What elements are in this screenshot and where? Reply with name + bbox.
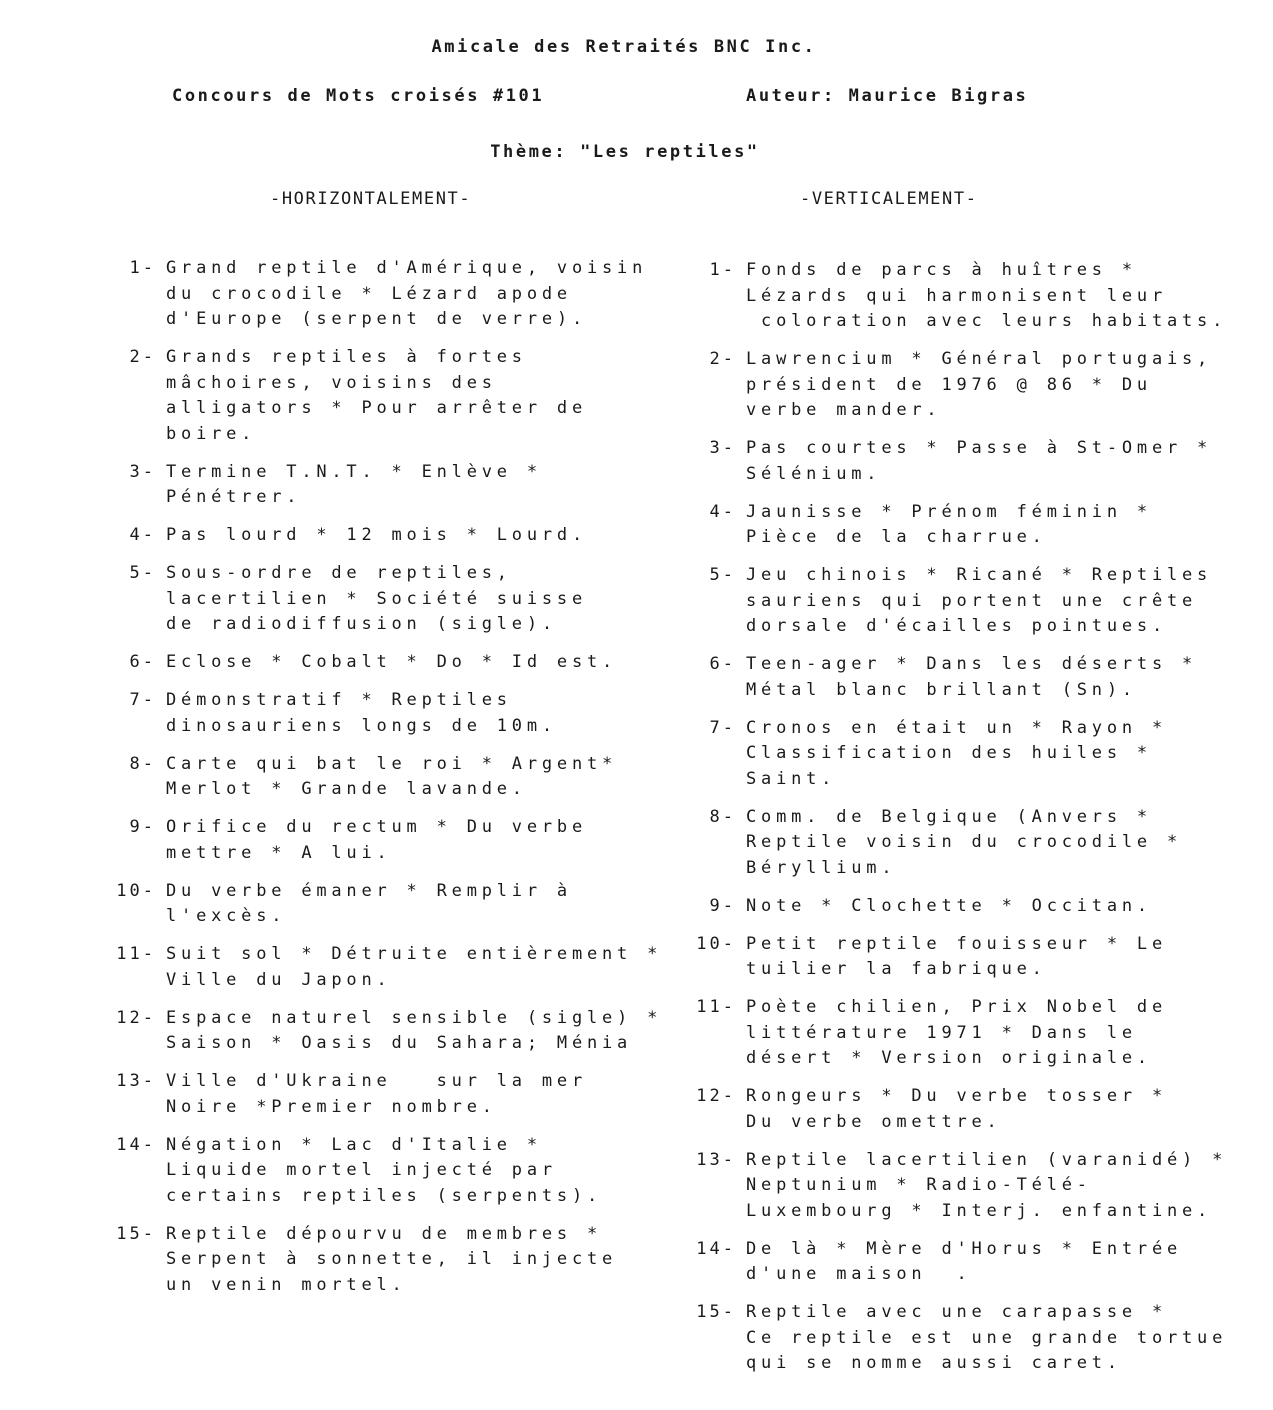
clue-line: Poète chilien, Prix Nobel de (746, 997, 1167, 1017)
clue-item (100, 460, 662, 511)
clue-item (680, 1084, 1227, 1135)
clue-line: De là * Mère d'Horus * Entrée (746, 1238, 1183, 1259)
clue-text (166, 879, 572, 930)
clue-line: Serpent à sonnette, il injecte (166, 1249, 618, 1269)
vertical-clues (680, 258, 1227, 1389)
clue-item (100, 1069, 662, 1120)
clue-text (166, 1006, 662, 1057)
clue-text (746, 652, 1197, 703)
clue-text (746, 1300, 1227, 1377)
clue-item (100, 1006, 662, 1057)
clue-text (746, 563, 1212, 640)
clue-line: Suit sol * Détruite entièrement * (166, 944, 663, 964)
clue-text (746, 995, 1167, 1072)
horizontal-heading: -HORIZONTALEMENT- (270, 189, 472, 209)
clue-line: Petit reptile fouisseur * Le (746, 933, 1167, 954)
clue-line: Sous-ordre de reptiles, (166, 563, 512, 583)
clue-number: 9- (709, 895, 736, 916)
vertical-heading: -VERTICALEMENT- (800, 189, 978, 209)
clue-line: boire. (166, 423, 257, 444)
clue-text (746, 894, 1152, 920)
clue-text (746, 932, 1167, 983)
clue-text (746, 1237, 1182, 1288)
clue-text (166, 752, 617, 803)
contest-title: Concours de Mots croisés #101 (172, 86, 545, 106)
clue-number: 6- (129, 652, 156, 672)
clue-item (680, 894, 1227, 920)
clue-text (166, 345, 587, 447)
clue-text (746, 716, 1167, 793)
clue-number: 4- (129, 525, 156, 545)
clue-line: Noire *Premier nombre. (166, 1096, 497, 1117)
clue-item (100, 942, 662, 993)
clue-text (746, 436, 1212, 487)
clue-line: Grand reptile d'Amérique, voisin (166, 258, 648, 278)
clue-item (100, 688, 662, 739)
clue-text (166, 942, 662, 993)
clue-line: coloration avec leurs habitats. (746, 311, 1228, 331)
clue-item (680, 1237, 1227, 1288)
clue-line: du crocodile * Lézard apode (166, 283, 572, 304)
clue-line: Carte qui bat le roi * Argent* (166, 753, 618, 774)
clue-line: Du verbe émaner * Remplir à (166, 880, 572, 901)
clue-number: 1- (129, 258, 156, 278)
clue-line: de radiodiffusion (sigle). (166, 614, 557, 634)
clue-text (746, 258, 1227, 335)
clue-line: Rongeurs * Du verbe tosser * (746, 1086, 1167, 1106)
clue-item (680, 500, 1227, 551)
clue-number: 5- (129, 563, 156, 583)
clue-item (680, 652, 1227, 703)
clue-text (166, 561, 587, 638)
theme: Thème: "Les reptiles" (490, 142, 760, 162)
clue-number: 15- (116, 1223, 156, 1244)
clue-item (100, 815, 662, 866)
clue-number: 3- (129, 461, 156, 482)
clue-line: Reptile lacertilien (varanidé) * (746, 1149, 1228, 1170)
clue-line: Reptile dépourvu de membres * (166, 1223, 603, 1244)
clue-line: Classification des huiles * (746, 743, 1152, 763)
clue-text (166, 650, 617, 676)
clue-line: Grands reptiles à fortes (166, 347, 527, 367)
clue-line: Jaunisse * Prénom féminin * (746, 501, 1152, 522)
clue-number: 14- (696, 1238, 736, 1259)
clue-item (680, 563, 1227, 640)
clue-line: verbe mander. (746, 400, 942, 420)
clue-number: 6- (709, 654, 736, 674)
clue-item (680, 347, 1227, 424)
clue-line: Merlot * Grande lavande. (166, 779, 527, 799)
clue-item (100, 1133, 662, 1210)
clue-line: Négation * Lac d'Italie * (166, 1134, 542, 1155)
clue-text (166, 688, 557, 739)
clue-line: qui se nomme aussi caret. (746, 1353, 1122, 1373)
clue-number: 10- (116, 880, 156, 901)
clue-line: certains reptiles (serpents). (166, 1185, 603, 1206)
clue-line: Béryllium. (746, 857, 897, 878)
clue-item (680, 436, 1227, 487)
clue-line: Sélénium. (746, 463, 882, 484)
clue-text (166, 460, 542, 511)
clue-text (746, 805, 1182, 882)
clue-line: Fonds de parcs à huîtres * (746, 260, 1137, 280)
clue-line: Ce reptile est une grande tortue (746, 1327, 1228, 1348)
clue-number: 4- (709, 501, 736, 522)
clue-item (100, 345, 662, 447)
clue-text (166, 1069, 587, 1120)
organization-title: Amicale des Retraités BNC Inc. (431, 37, 817, 57)
clue-line: Pièce de la charrue. (746, 527, 1047, 547)
clue-number: 11- (116, 944, 156, 964)
clue-text (166, 256, 647, 333)
clue-line: Lawrencium * Général portugais, (746, 349, 1213, 369)
clue-number: 3- (709, 438, 736, 458)
clue-number: 7- (129, 690, 156, 710)
clue-line: Note * Clochette * Occitan. (746, 895, 1152, 916)
clue-text (746, 500, 1152, 551)
clue-line: sauriens qui portent une crête (746, 590, 1198, 611)
clue-item (680, 1300, 1227, 1377)
clue-line: Pas courtes * Passe à St-Omer * (746, 438, 1213, 458)
clue-line: l'excès. (166, 906, 287, 926)
clue-line: Neptunium * Radio-Télé- (746, 1175, 1092, 1195)
clue-item (680, 995, 1227, 1072)
clue-line: mettre * A lui. (166, 842, 392, 863)
clue-text (746, 347, 1212, 424)
clue-item (680, 716, 1227, 793)
clue-line: Ville du Japon. (166, 969, 392, 990)
clue-text (166, 1222, 617, 1299)
clue-item (680, 1148, 1227, 1225)
horizontal-clues (100, 256, 662, 1311)
author: Auteur: Maurice Bigras (746, 86, 1029, 106)
clue-item (680, 805, 1227, 882)
clue-number: 2- (709, 349, 736, 369)
clue-line: Espace naturel sensible (sigle) * (166, 1007, 663, 1028)
clue-line: désert * Version originale. (746, 1048, 1152, 1068)
clue-line: d'Europe (serpent de verre). (166, 309, 587, 329)
clue-line: littérature 1971 * Dans le (746, 1022, 1137, 1043)
clue-number: 12- (696, 1086, 736, 1106)
clue-line: Du verbe omettre. (746, 1111, 1002, 1132)
clue-item (680, 932, 1227, 983)
clue-line: Luxembourg * Interj. enfantine. (746, 1200, 1213, 1221)
clue-number: 14- (116, 1134, 156, 1155)
clue-line: lacertilien * Société suisse (166, 588, 587, 609)
clue-line: Reptile avec une carapasse * (746, 1302, 1167, 1322)
clue-line: Liquide mortel injecté par (166, 1160, 557, 1180)
clue-line: Comm. de Belgique (Anvers * (746, 806, 1152, 827)
clue-text (166, 1133, 602, 1210)
clue-line: Pénétrer. (166, 487, 302, 507)
clue-item (100, 650, 662, 676)
clue-text (166, 523, 587, 549)
clue-number: 8- (709, 806, 736, 827)
clue-line: Orifice du rectum * Du verbe (166, 817, 587, 837)
clue-number: 9- (129, 817, 156, 837)
clue-line: Teen-ager * Dans les déserts * (746, 654, 1198, 674)
clue-item (100, 879, 662, 930)
clue-item (680, 258, 1227, 335)
clue-line: dorsale d'écailles pointues. (746, 616, 1167, 636)
clue-line: Métal blanc brillant (Sn). (746, 679, 1137, 700)
clue-text (166, 815, 587, 866)
clue-item (100, 256, 662, 333)
clue-text (746, 1148, 1227, 1225)
clue-text (746, 1084, 1167, 1135)
clue-number: 15- (696, 1302, 736, 1322)
clue-number: 13- (696, 1149, 736, 1170)
clue-line: Eclose * Cobalt * Do * Id est. (166, 652, 618, 672)
clue-number: 5- (709, 565, 736, 585)
clue-line: Pas lourd * 12 mois * Lourd. (166, 525, 587, 545)
clue-line: Cronos en était un * Rayon * (746, 717, 1167, 738)
clue-line: Démonstratif * Reptiles (166, 690, 512, 710)
clue-number: 11- (696, 997, 736, 1017)
clue-number: 13- (116, 1071, 156, 1091)
clue-line: Ville d'Ukraine sur la mer (166, 1071, 587, 1091)
clue-item (100, 561, 662, 638)
clue-number: 7- (709, 717, 736, 738)
clue-line: président de 1976 @ 86 * Du (746, 374, 1152, 395)
clue-line: dinosauriens longs de 10m. (166, 715, 557, 736)
clue-item (100, 752, 662, 803)
clue-line: Lézards qui harmonisent leur (746, 285, 1167, 306)
clue-line: Reptile voisin du crocodile * (746, 832, 1183, 852)
clue-item (100, 523, 662, 549)
clue-line: tuilier la fabrique. (746, 959, 1047, 979)
clue-number: 10- (696, 933, 736, 954)
clue-number: 12- (116, 1007, 156, 1028)
clue-number: 2- (129, 347, 156, 367)
clue-line: mâchoires, voisins des (166, 372, 497, 393)
clue-line: Termine T.N.T. * Enlève * (166, 461, 542, 482)
clue-number: 1- (709, 260, 736, 280)
clue-line: Jeu chinois * Ricané * Reptiles (746, 565, 1213, 585)
clue-line: d'une maison . (746, 1264, 972, 1284)
clue-line: alligators * Pour arrêter de (166, 398, 587, 418)
clue-line: Saison * Oasis du Sahara; Ménia (166, 1033, 633, 1053)
clue-number: 8- (129, 753, 156, 774)
clue-line: un venin mortel. (166, 1274, 407, 1295)
clue-line: Saint. (746, 768, 837, 789)
clue-item (100, 1222, 662, 1299)
